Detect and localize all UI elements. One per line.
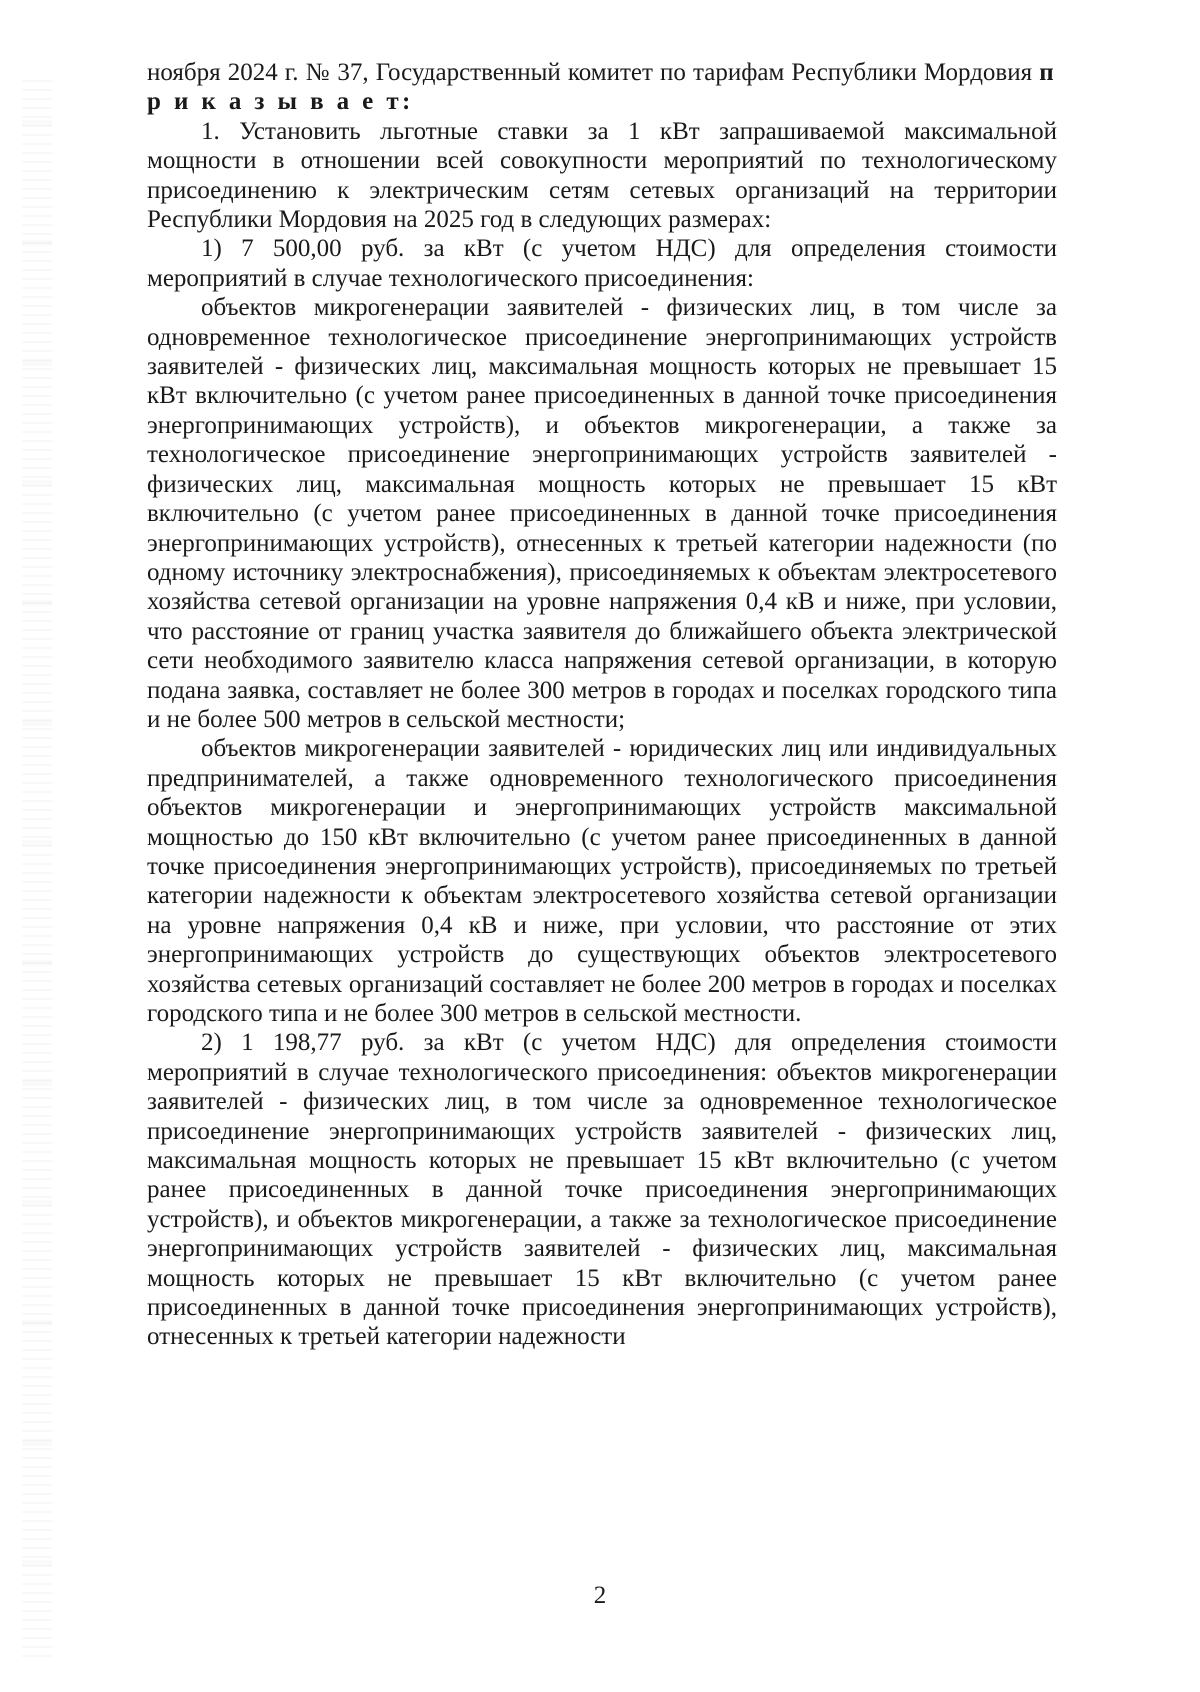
subitem-1-paragraph: 1) 7 500,00 руб. за кВт (с учетом НДС) для определения стоимости мероприятий в случае технологического присоединения: [147, 235, 1057, 292]
document-body [147, 58, 1057, 1352]
intro-text: ноября 2024 г. № 37, Государственный комитет по тарифам Республики Мордовия [147, 59, 1033, 86]
microgeneration-legal-entities-paragraph: объектов микрогенерации заявителей - юридических лиц или индивидуальных предпринимателей, а также одновременного технологического присоединения объектов микрогенерации и энергопринимающих устройств максимальной мощностью до 150 кВт включительно (с учетом ранее присоединенных в данной точке присоединения энергопринимающих устройств), присоединяемых по третьей категории надежности к объектам электросетевого хозяйства сетевой организации на уровне напряжения 0,4 кВ и ниже, при условии, что расстояние от этих энергопринимающих устройств до существующих объектов электросетевого хозяйства сетевых организаций составляет не более 200 метров в городах и поселках городского типа и не более 300 метров в сельской местности. [147, 735, 1057, 1027]
item-1-paragraph: 1. Установить льготные ставки за 1 кВт запрашиваемой максимальной мощности в отношении всей совокупности мероприятий по технологическому присоединению к электрическим сетям сетевых организаций на территории Республики Мордовия на 2025 год в следующих размерах: [147, 117, 1057, 234]
page-number: 2 [593, 1582, 607, 1609]
order-keyword: п р и к а з ы в а е т: [147, 59, 1058, 116]
scan-edge-artifact [22, 80, 52, 1660]
subitem-2-paragraph: 2) 1 198,77 руб. за кВт (с учетом НДС) для определения стоимости мероприятий в случае технологического присоединения: объектов микрогенерации заявителей - физических лиц, в том числе за одновременное технологическое присоединение энергопринимающих устройств заявителей - физических лиц, максимальная мощность которых не превышает 15 кВт включительно (с учетом ранее присоединенных в данной точке присоединения энергопринимающих устройств), и объектов микрогенерации, а также за технологическое присоединение энергопринимающих устройств заявителей - физических лиц, максимальная мощность которых не превышает 15 кВт включительно (с учетом ранее присоединенных в данной точке присоединения энергопринимающих устройств), отнесенных к третьей категории надежности [147, 1029, 1057, 1351]
microgeneration-individuals-paragraph: объектов микрогенерации заявителей - физических лиц, в том числе за одновременное технологическое присоединение энергопринимающих устройств заявителей - физических лиц, максимальная мощность которых не превышает 15 кВт включительно (с учетом ранее присоединенных в данной точке присоединения энергопринимающих устройств), и объектов микрогенерации, а также за технологическое присоединение энергопринимающих устройств заявителей - физических лиц, максимальная мощность которых не превышает 15 кВт включительно (с учетом ранее присоединенных в данной точке присоединения энергопринимающих устройств), отнесенных к третьей категории надежности (по одному источнику электроснабжения), присоединяемых к объектам электросетевого хозяйства сетевой организации на уровне напряжения 0,4 кВ и ниже, при условии, что расстояние от границ участка заявителя до ближайшего объекта электрической сети необходимого заявителю класса напряжения сетевой организации, в которую подана заявка, составляет не более 300 метров в городах и поселках городского типа и не более 500 метров в сельской местности; [147, 294, 1057, 733]
intro-paragraph [147, 58, 1057, 117]
